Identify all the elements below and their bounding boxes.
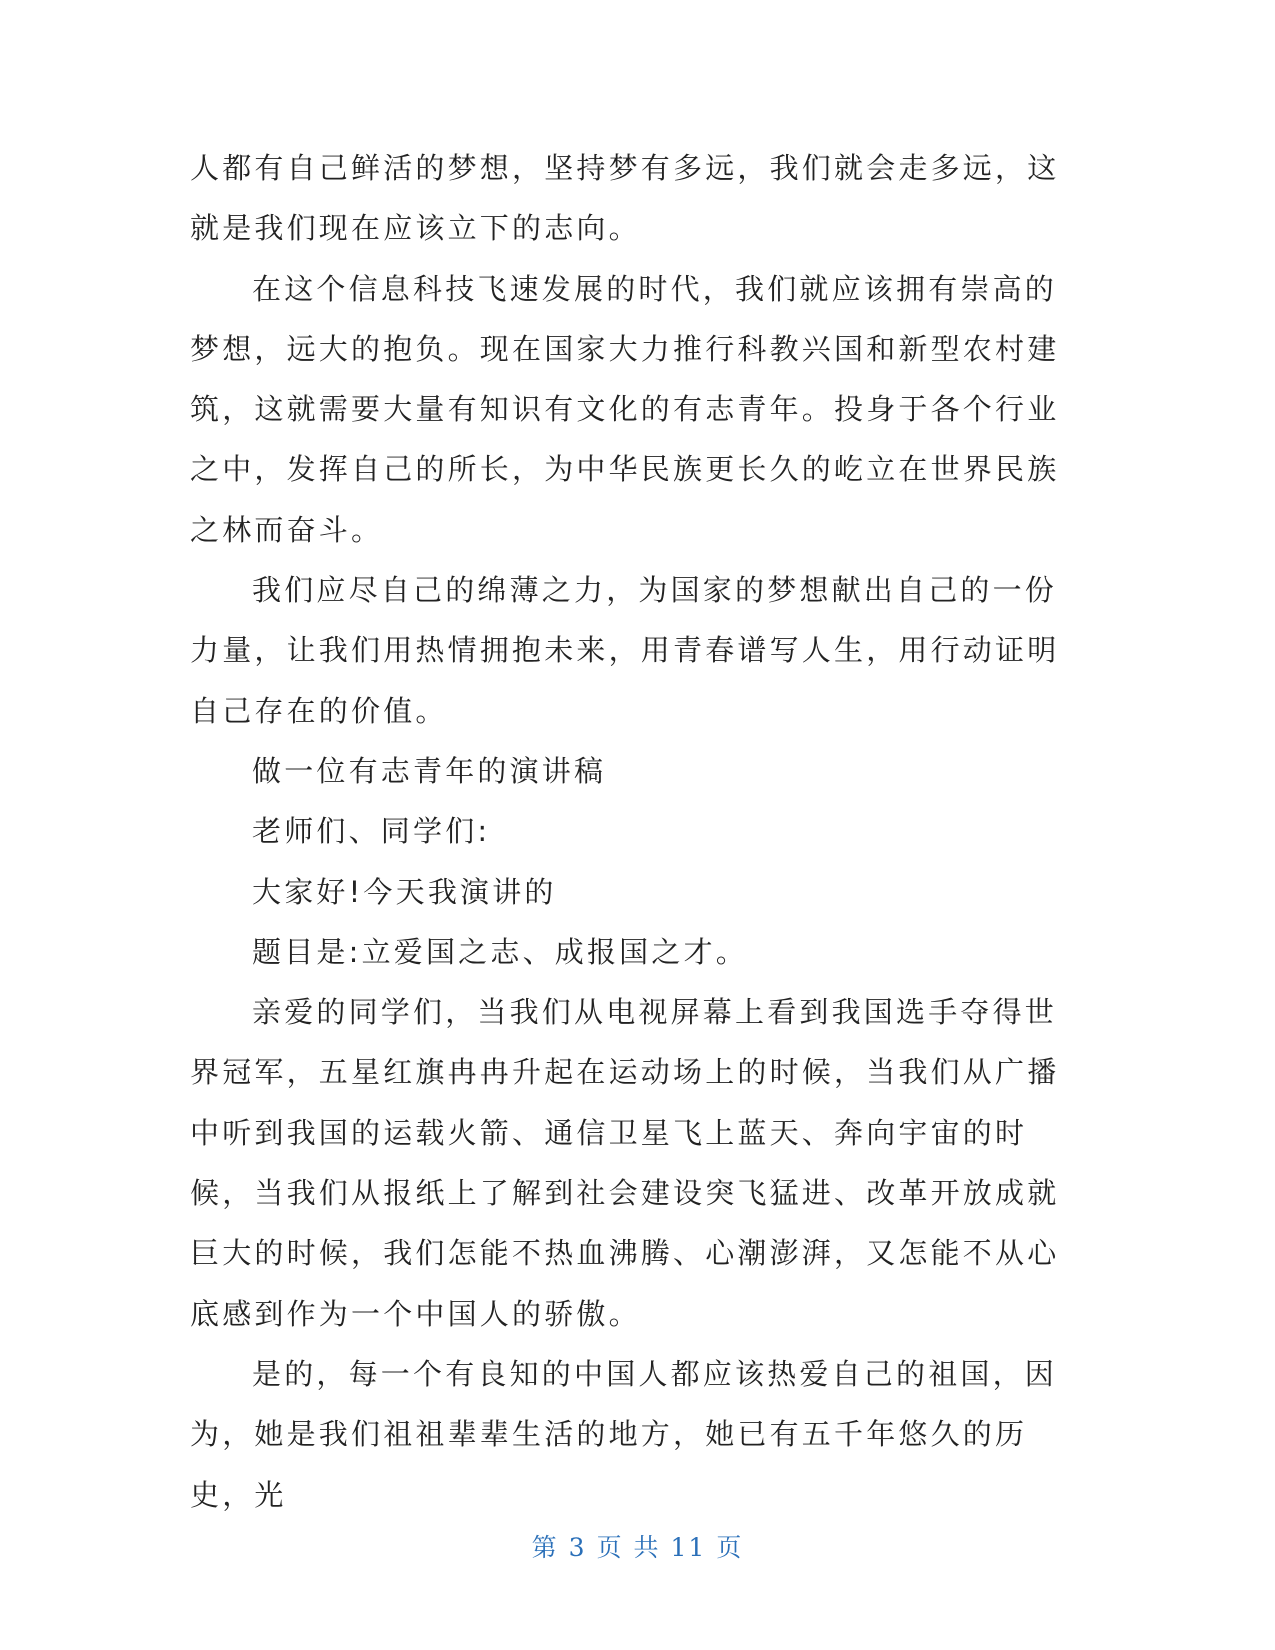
footer-prefix: 第 (531, 1533, 559, 1562)
paragraph-1: 人都有自己鲜活的梦想，坚持梦有多远，我们就会走多远，这就是我们现在应该立下的志向。 (190, 151, 1060, 246)
total-pages: 11 (670, 1533, 707, 1562)
paragraph-2: 在这个信息科技飞速发展的时代，我们就应该拥有崇高的梦想，远大的抱负。现在国家大力推行科教兴国和新型农村建筑，这就需要大量有知识有文化的有志青年。投身于各个行业之中，发挥自己的所长，为中华民族更长久的屹立在世界民族之林而奋斗。 (190, 271, 1060, 547)
page-number: 3 (568, 1533, 587, 1562)
paragraph-8: 亲爱的同学们，当我们从电视屏幕上看到我国选手夺得世界冠军，五星红旗冉冉升起在运动场上的时候，当我们从广播中听到我国的运载火箭、通信卫星飞上蓝天、奔向宇宙的时候，当我们从报纸上了解到社会建设突飞猛进、改革开放成就巨大的时候，我们怎能不热血沸腾、心潮澎湃，又怎能不从心底感到作为一个中国人的骄傲。 (190, 995, 1060, 1331)
footer-suffix: 页 (716, 1533, 744, 1562)
greeting: 大家好!今天我演讲的 (252, 874, 557, 909)
page-footer (0, 1528, 1275, 1564)
paragraph-9: 是的，每一个有良知的中国人都应该热爱自己的祖国，因为，她是我们祖祖辈辈生活的地方，她已有五千年悠久的历史，光 (190, 1356, 1058, 1512)
document-body (190, 138, 1070, 1525)
salutation: 老师们、同学们: (252, 814, 491, 849)
footer-middle: 页 共 (596, 1533, 661, 1562)
speech-title: 做一位有志青年的演讲稿 (252, 753, 607, 788)
paragraph-3: 我们应尽自己的绵薄之力，为国家的梦想献出自己的一份力量，让我们用热情拥抱未来，用青春谱写人生，用行动证明自己存在的价值。 (190, 573, 1060, 728)
topic-line: 题目是:立爱国之志、成报国之才。 (252, 934, 748, 969)
